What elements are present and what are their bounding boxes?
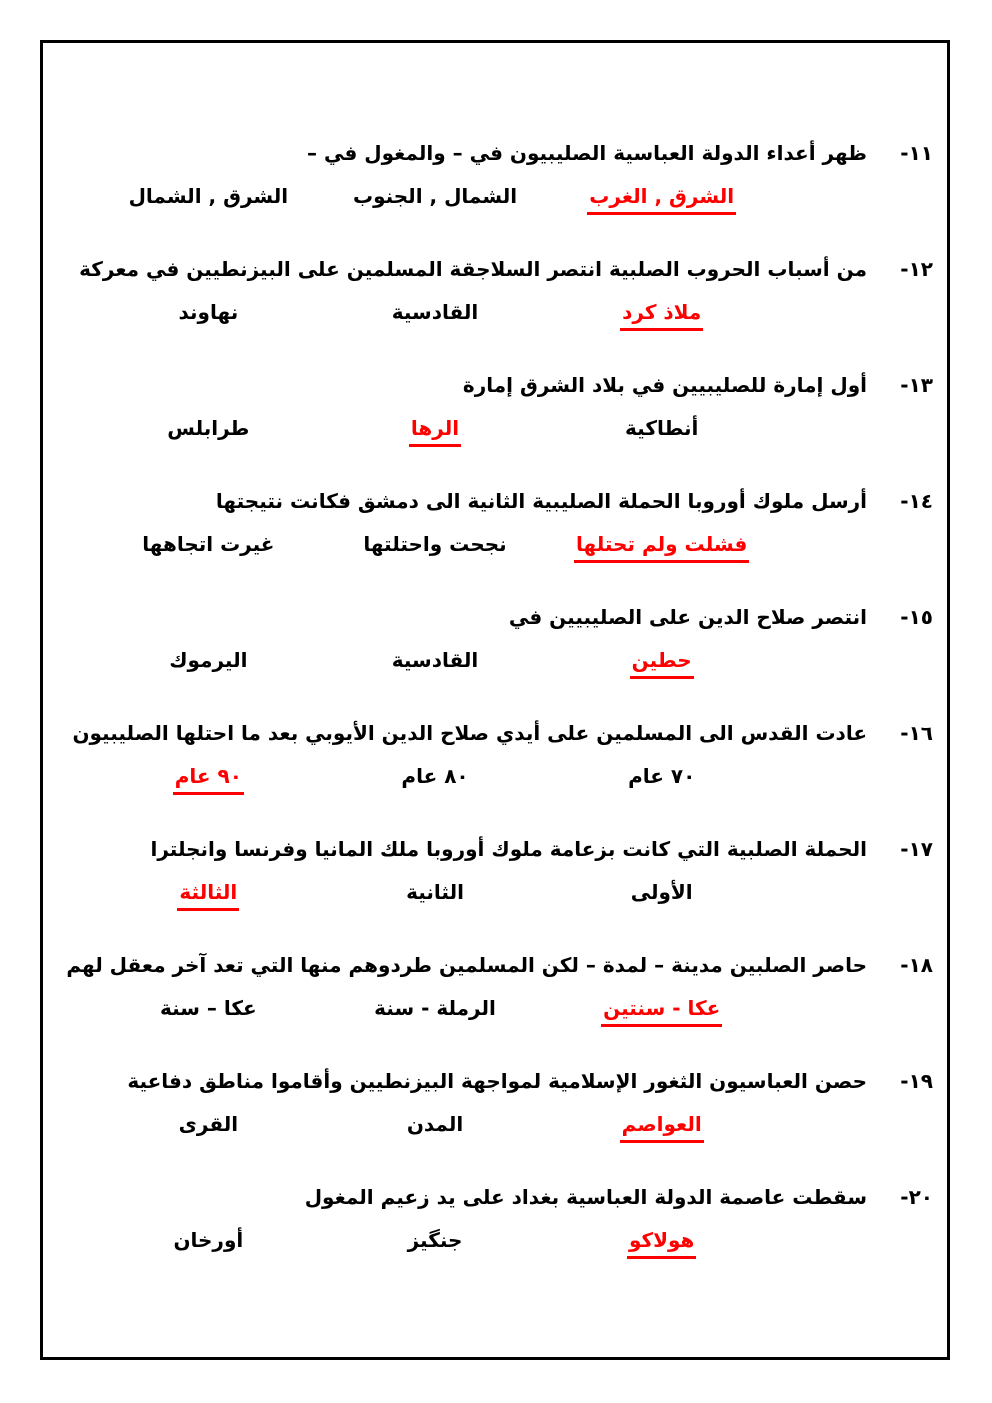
questions-list — [43, 138, 947, 1259]
answer-choice: طرابلس — [167, 416, 250, 440]
question-number: ١٣- — [900, 373, 933, 397]
question-line — [43, 602, 947, 632]
answer-choices-row — [95, 645, 775, 679]
question-text: أول إمارة للصليبيين في بلاد الشرق إمارة — [462, 373, 867, 397]
correct-answer-choice: فشلت ولم تحتلها — [574, 529, 749, 563]
answer-choice: جنگيز — [407, 1228, 463, 1252]
question-text: انتصر صلاح الدين على الصليبيين في — [508, 605, 867, 629]
question-number: ١٤- — [900, 489, 933, 513]
question-block — [43, 370, 947, 447]
correct-answer-choice: الرها — [409, 413, 461, 447]
question-line — [43, 254, 947, 284]
question-line — [43, 834, 947, 864]
answer-choice: غيرت اتجاهها — [142, 532, 275, 556]
answer-choice: أورخان — [173, 1228, 244, 1252]
question-line — [43, 1182, 947, 1212]
question-block — [43, 486, 947, 563]
answer-choices-row — [95, 1109, 775, 1143]
correct-answer-choice: الشرق , الغرب — [587, 181, 736, 215]
correct-answer-choice: العواصم — [620, 1109, 704, 1143]
question-text: عادت القدس الى المسلمين على أيدي صلاح الدين الأيوبي بعد ما احتلها الصليبيون — [72, 721, 867, 745]
question-number: ١٨- — [900, 953, 933, 977]
answer-choice: الرملة - سنة — [374, 996, 496, 1020]
answer-choice: ٨٠ عام — [401, 764, 469, 788]
correct-answer-choice: الثالثة — [177, 877, 239, 911]
question-line — [43, 950, 947, 980]
answer-choices-row — [95, 413, 775, 447]
question-block — [43, 1066, 947, 1143]
question-line — [43, 486, 947, 516]
question-text: سقطت عاصمة الدولة العباسية بغداد على يد زعيم المغول — [304, 1185, 867, 1209]
answer-choices-row — [95, 761, 775, 795]
answer-choice: اليرموك — [169, 648, 248, 672]
question-block — [43, 950, 947, 1027]
question-line — [43, 718, 947, 748]
answer-choice: الشرق , الشمال — [128, 184, 289, 208]
answer-choices-row — [95, 1225, 775, 1259]
answer-choice: الثانية — [406, 880, 464, 904]
answer-choice: الشمال , الجنوب — [352, 184, 518, 208]
question-block — [43, 1182, 947, 1259]
question-number: ١٢- — [900, 257, 933, 281]
question-text: الحملة الصلبية التي كانت بزعامة ملوك أوروبا ملك المانيا وفرنسا وانجلترا — [150, 837, 867, 861]
answer-choice: القادسية — [391, 300, 479, 324]
answer-choices-row — [95, 181, 775, 215]
answer-choice: القرى — [178, 1112, 239, 1136]
question-number: ١٩- — [900, 1069, 933, 1093]
question-number: ١٥- — [900, 605, 933, 629]
question-block — [43, 138, 947, 215]
question-block — [43, 718, 947, 795]
correct-answer-choice: حطين — [630, 645, 694, 679]
answer-choice: المدن — [406, 1112, 464, 1136]
correct-answer-choice: هولاكو — [627, 1225, 696, 1259]
correct-answer-choice: ٩٠ عام — [173, 761, 244, 795]
answer-choice: القادسية — [391, 648, 479, 672]
document-page-frame — [40, 40, 950, 1360]
question-text: حاصر الصلبين مدينة – لمدة – لكن المسلمين طردوهم منها التي تعد آخر معقل لهم — [66, 953, 867, 977]
answer-choice: عكا – سنة — [159, 996, 257, 1020]
answer-choice: الأولى — [630, 880, 693, 904]
answer-choices-row — [95, 297, 775, 331]
answer-choice: نهاوند — [178, 300, 239, 324]
correct-answer-choice: ملاذ كرد — [620, 297, 703, 331]
question-text: حصن العباسيون الثغور الإسلامية لمواجهة البيزنطيين وأقاموا مناطق دفاعية — [127, 1069, 867, 1093]
question-line — [43, 370, 947, 400]
question-block — [43, 254, 947, 331]
question-number: ١١- — [900, 141, 933, 165]
question-number: ١٧- — [900, 837, 933, 861]
answer-choices-row — [95, 993, 775, 1027]
correct-answer-choice: عكا - سنتين — [601, 993, 722, 1027]
question-line — [43, 1066, 947, 1096]
question-number: ٢٠- — [900, 1185, 933, 1209]
question-text: أرسل ملوك أوروبا الحملة الصليبية الثانية الى دمشق فكانت نتيجتها — [215, 489, 867, 513]
question-block — [43, 602, 947, 679]
answer-choice: نجحت واحتلتها — [363, 532, 507, 556]
answer-choice: ٧٠ عام — [628, 764, 696, 788]
answer-choices-row — [95, 529, 775, 563]
question-block — [43, 834, 947, 911]
question-text: ظهر أعداء الدولة العباسية الصليبيون في – والمغول في – — [307, 141, 867, 165]
question-number: ١٦- — [900, 721, 933, 745]
question-text: من أسباب الحروب الصلبية انتصر السلاجقة المسلمين على البيزنطيين في معركة — [79, 257, 867, 281]
question-line — [43, 138, 947, 168]
answer-choice: أنطاكية — [625, 416, 699, 440]
answer-choices-row — [95, 877, 775, 911]
